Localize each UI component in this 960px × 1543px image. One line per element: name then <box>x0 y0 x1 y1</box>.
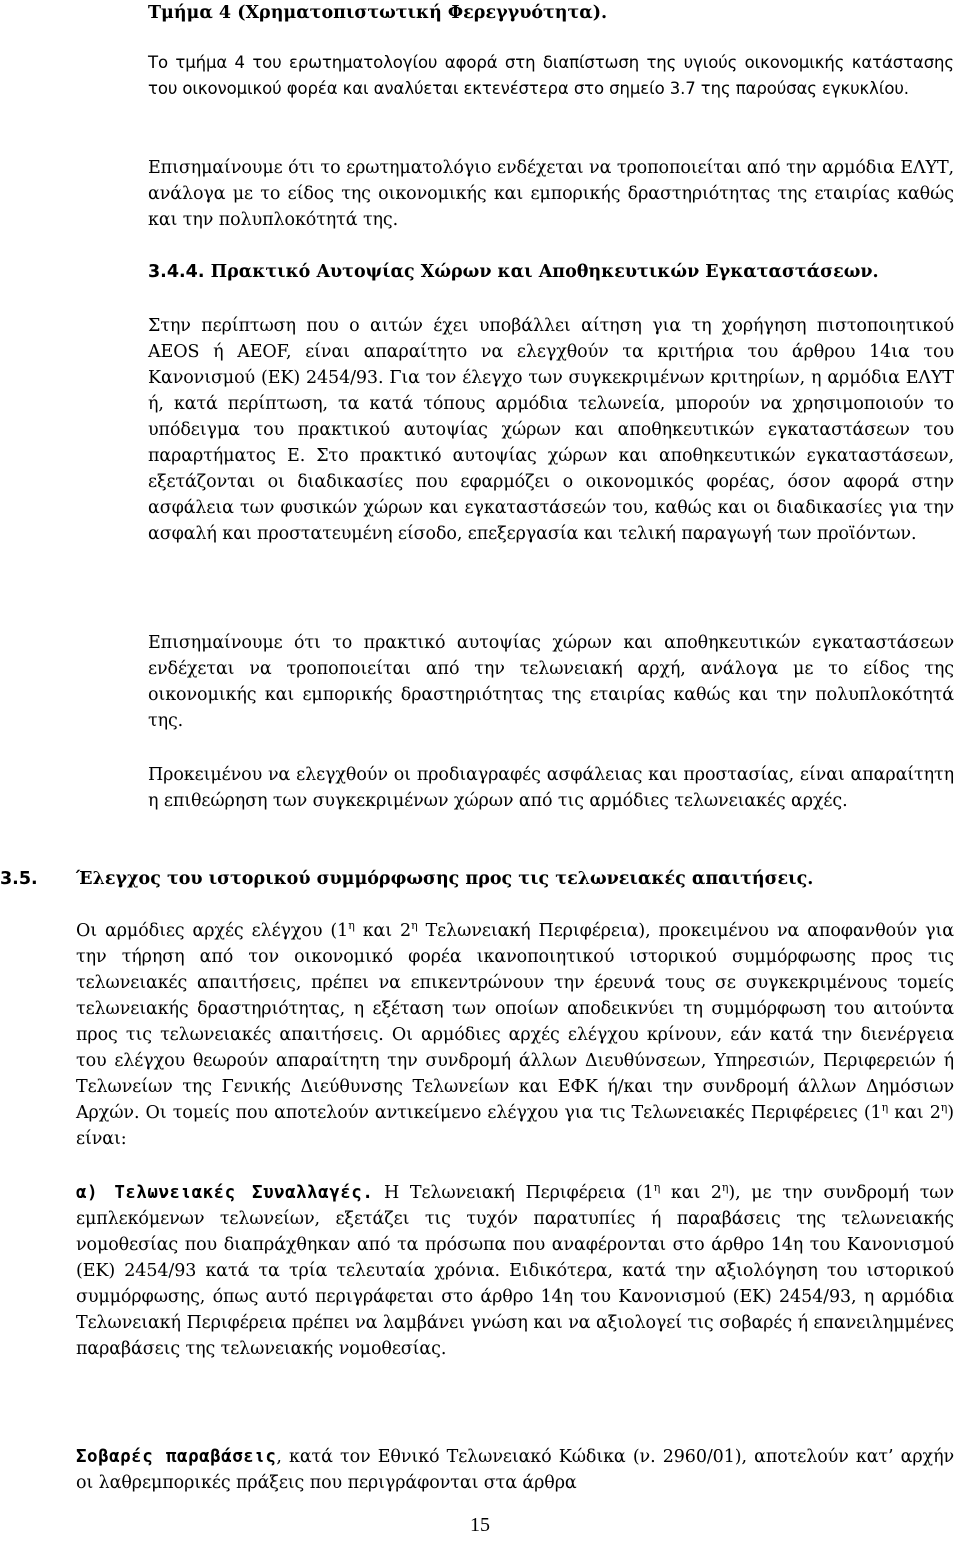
section-4-heading: Τμήμα 4 (Χρηματοπιστωτική Φερεγγυότητα). <box>148 3 608 23</box>
customs-transactions-lead: α) Τελωνειακές Συναλλαγές. <box>76 1183 374 1203</box>
paragraph-customs-transactions: α) Τελωνειακές Συναλλαγές. Η Τελωνειακή Περιφέρεια ($1^\eta$ και $2^\eta$), με την συνδρομή των εμπλεκόμενων τελωνείων, εξετάζει τις τυχόν παρατυπίες ή παραβάσεις της τελωνειακής νομοθεσίας που διαπράχθηκαν από τα πρόσωπα που αναφέρονται στο άρθρο 14η του Κανονισμού (ΕΚ) 2454/93 κατά τα τρία τελευταία χρόνια. Ειδικότερα, κατά την αξιολόγηση του ιστορικού συμμόρφωσης, όπως αυτό περιγράφεται στο άρθρο 14η του Κανονισμού (ΕΚ) 2454/93, η αρμόδια Τελωνειακή Περιφέρεια πρέπει να λαμβάνει γνώση και να αξιολογεί τις σοβαρές ή επανειλημμένες παραβάσεις της τελωνειακής νομοθεσίας. <box>76 1181 954 1359</box>
page-number: 15 <box>470 1514 490 1536</box>
paragraph-inspection-report: Στην περίπτωση που ο αιτών έχει υποβάλλει αίτηση για τη χορήγηση πιστοποιητικού AEOS ή AEOF, είναι απαραίτητο να ελεγχθούν τα κριτήρια του άρθρου 14ια του Κανονισμού (ΕΚ) 2454/93. Για τον έλεγχο των συγκεκριμένων κριτηρίων, η αρμόδια ΕΛΥΤ ή, κατά περίπτωση, τα κατά τόπους αρμόδια τελωνεία, μπορούν να χρησιμοποιούν το υπόδειγμα του πρακτικού αυτοψίας χώρων και αποθηκευτικών εγκαταστάσεων του παραρτήματος Ε. Στο πρακτικό αυτοψίας χώρων και αποθηκευτικών εγκαταστάσεων, εξετάζονται οι διαδικασίες που εφαρμόζει ο οικονομικός φορέας, όσον αφορά στην ασφάλεια των φυσικών χώρων και εγκαταστάσεών του, καθώς και οι διαδικασίες για την ασφαλή και προστατευμένη είσοδο, επεξεργασία και τελική παραγωγή των προϊόντων. <box>148 316 954 544</box>
paragraph-section-4-intro: Το τμήμα 4 του ερωτηματολογίου αφορά στη διαπίστωση της υγιούς οικονομικής κατάστασης του οικονομικού φορέα και αναλύεται εκτενέστερα στο σημείο 3.7 της παρούσας εγκυκλίου. <box>148 53 954 98</box>
paragraph-security-inspection: Προκειμένου να ελεγχθούν οι προδιαγραφές ασφάλειας και προστασίας, είναι απαραίτητη η επιθεώρηση των συγκεκριμένων χώρων από τις αρμόδιες τελωνειακές αρχές. <box>148 765 954 811</box>
paragraph-serious-infringements: Σοβαρές παραβάσεις, κατά τον Εθνικό Τελωνειακό Κώδικα (ν. 2960/01), αποτελούν κατ’ αρχήν οι λαθρεμπορικές πράξεις που περιγράφονται στα άρθρα <box>76 1447 954 1493</box>
serious-infringements-lead: Σοβαρές παραβάσεις <box>76 1447 277 1467</box>
paragraph-compliance-history: Οι αρμόδιες αρχές ελέγχου ($1^\eta$ και $2^\eta$ Τελωνειακή Περιφέρεια), προκειμένου να αποφανθούν για την τήρηση από τον οικονομικό φορέα ικανοποιητικού ιστορικού συμμόρφωσης προς τις τελωνειακές απαιτήσεις, πρέπει να επικεντρώνουν την έρευνά τους σε συγκεκριμένους τομείς τελωνειακής δραστηριότητας, η εξέταση των οποίων αποδεικνύει τη συμμόρφωση του αιτούντα προς τις τελωνειακές απαιτήσεις. Οι αρμόδιες αρχές ελέγχου κρίνουν, εάν κατά την διενέργεια του ελέγχου θεωρούν απαραίτητη την συνδρομή άλλων Διευθύνσεων, Υπηρεσιών, Περιφερειών ή Τελωνείων της Γενικής Διεύθυνσης Τελωνείων και ΕΦΚ ή/και την συνδρομή άλλων Δημόσιων Αρχών. Οι τομείς που αποτελούν αντικείμενο ελέγχου για τις Τελωνειακές Περιφέρειες ($1^\eta$ και $2^\eta$) είναι: <box>76 919 954 1149</box>
heading-3-4-4-title: Πρακτικό Αυτοψίας Χώρων και Αποθηκευτικών Εγκαταστάσεων. <box>210 262 879 282</box>
heading-3-5-title: Έλεγχος του ιστορικού συμμόρφωσης προς τις τελωνειακές απαιτήσεις. <box>76 869 814 889</box>
paragraph-report-modification: Επισημαίνουμε ότι το πρακτικό αυτοψίας χώρων και αποθηκευτικών εγκαταστάσεων ενδέχεται να τροποποιείται από την τελωνειακή αρχή, ανάλογα με το είδος της οικονομικής και εμπορικής δραστηριότητας της εταιρίας καθώς και την πολυπλοκότητά της. <box>148 633 954 731</box>
heading-3-4-4-number: 3.4.4. <box>148 262 205 282</box>
heading-3-4-4 <box>148 259 879 285</box>
heading-3-5-number: 3.5. <box>0 869 38 889</box>
paragraph-questionnaire-note: Επισημαίνουμε ότι το ερωτηματολόγιο ενδέχεται να τροποποιείται από την αρμόδια ΕΛΥΤ, ανάλογα με το είδος της οικονομικής και εμπορικής δραστηριότητας της εταιρίας καθώς και την πολυπλοκότητά της. <box>148 158 954 230</box>
